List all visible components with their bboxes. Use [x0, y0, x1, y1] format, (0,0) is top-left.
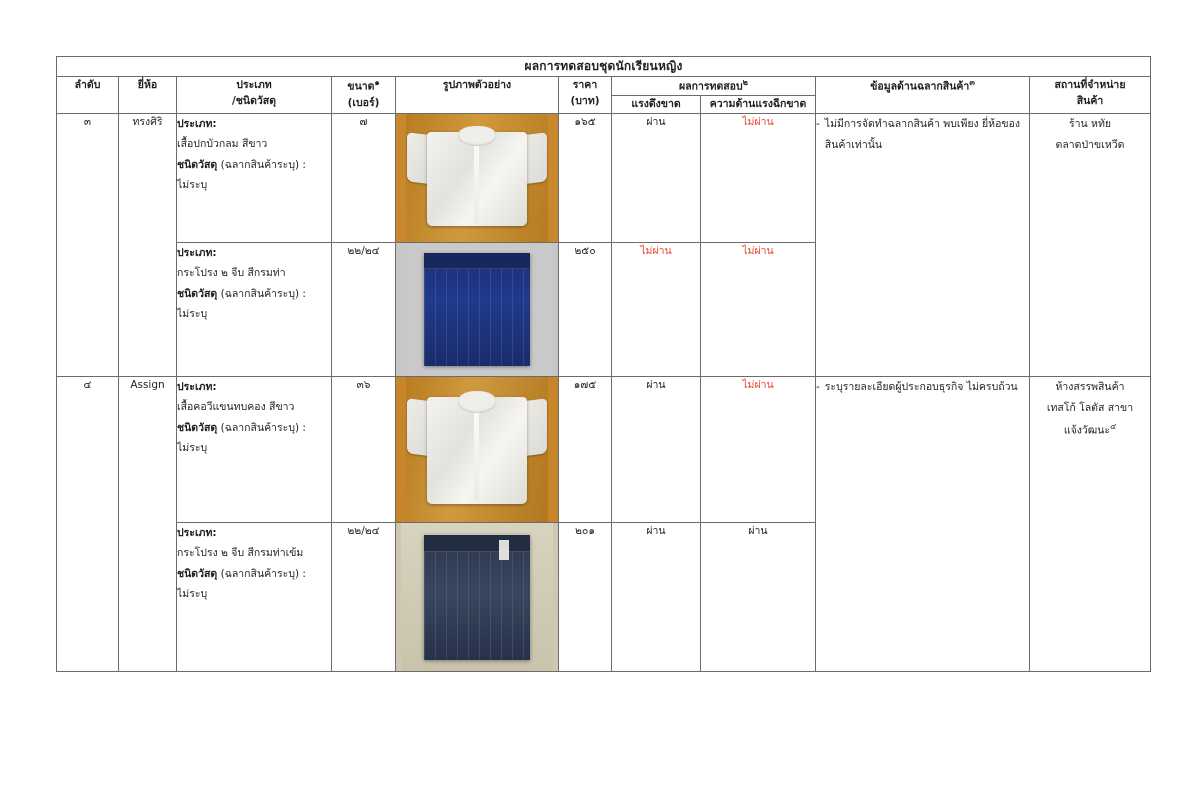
cell-photo [396, 376, 559, 522]
white-short-sleeve-blouse-photo [396, 114, 558, 242]
cell-size: ๒๒/๒๔ [332, 522, 396, 671]
material-paren: (ฉลากสินค้าระบุ) : [220, 421, 306, 434]
label-note-line2: ยี่ห้อของสินค้าเท่านั้น [824, 117, 1021, 151]
cell-type-material [177, 113, 332, 242]
cell-order: ๔ [57, 376, 119, 671]
store-line1: ร้าน หทัย [1068, 117, 1112, 130]
skirt-waistband [424, 535, 531, 552]
navy-pleated-skirt-photo [396, 243, 558, 376]
shirt-v-collar [458, 391, 497, 413]
skirt-pleats [424, 551, 531, 660]
table-header-row-1 [57, 76, 1151, 95]
material-paren: (ฉลากสินค้าระบุ) : [220, 158, 306, 171]
header-place-line1: สถานที่จำหน่าย [1054, 78, 1126, 91]
cell-brand: ทรงศิริ [119, 113, 177, 376]
cell-place-of-sale [1030, 113, 1151, 376]
header-photo: รูปภาพตัวอย่าง [396, 76, 559, 113]
label-note-dash: - [816, 117, 820, 130]
store-footnote: ๔ [1110, 421, 1117, 431]
table-row [57, 113, 1151, 242]
cell-tear-result: ผ่าน [701, 522, 816, 671]
label-note-line1: ไม่มีการจัดทำฉลากสินค้า พบเพียง [824, 117, 979, 130]
test-results-table [56, 56, 1151, 672]
header-brand: ยี่ห้อ [119, 76, 177, 113]
label-note-dash: - [816, 380, 820, 393]
header-tensile-strength: แรงดึงขาด [612, 95, 701, 113]
cell-type-material [177, 376, 332, 522]
store-line2: ตลาดป่าขเหวีด [1055, 138, 1125, 151]
header-type-line1: ประเภท [236, 78, 272, 91]
cell-tensile-result: ผ่าน [612, 113, 701, 242]
header-type-line2: /ชนิดวัสดุ [231, 95, 277, 108]
header-tear-resistance: ความต้านแรงฉีกขาด [701, 95, 816, 113]
header-label-info [816, 76, 1030, 113]
store-line2: เทสโก้ โลตัส สาขา [1046, 401, 1134, 414]
type-value: เสื้อปกบัวกลม สีขาว [177, 138, 268, 151]
material-value: ไม่ระบุ [177, 442, 208, 455]
shirt-placket [474, 406, 479, 502]
label-note-text [825, 114, 1029, 156]
type-label: ประเภท: [177, 380, 217, 393]
material-line [177, 284, 331, 304]
cell-tensile-result: ผ่าน [612, 522, 701, 671]
material-value: ไม่ระบุ [177, 308, 208, 321]
cell-place-of-sale [1030, 376, 1151, 671]
cell-price: ๒๐๑ [559, 522, 612, 671]
shirt-round-collar [458, 126, 497, 145]
cell-order: ๓ [57, 113, 119, 376]
label-note-line2: ไม่ครบถ้วน [966, 380, 1018, 393]
type-value: เสื้อคอวีแขนทบคอง สีขาว [177, 401, 295, 414]
table-title-row [57, 57, 1151, 77]
header-price [559, 76, 612, 113]
skirt-price-tag [499, 540, 509, 560]
header-size-text: ขนาด [347, 80, 375, 93]
material-line [177, 418, 331, 438]
type-label: ประเภท: [177, 246, 217, 259]
header-test-result [612, 76, 816, 95]
cell-price: ๑๗๕ [559, 376, 612, 522]
header-size-line2: (เบอร์) [347, 96, 380, 109]
type-label: ประเภท: [177, 117, 217, 130]
cell-label-info [816, 376, 1030, 671]
material-label: ชนิดวัสดุ [177, 567, 218, 580]
cell-price: ๒๕๐ [559, 242, 612, 376]
type-value: กระโปรง ๒ จีบ สีกรมท่า [177, 267, 286, 280]
white-v-neck-blouse-photo [396, 377, 558, 522]
header-label-info-footnote: ๓ [969, 77, 975, 87]
cell-size: ๗ [332, 113, 396, 242]
cell-size: ๒๒/๒๔ [332, 242, 396, 376]
cell-photo [396, 113, 559, 242]
material-label: ชนิดวัสดุ [177, 158, 218, 171]
store-line3 [1030, 419, 1150, 442]
skirt-pleats [424, 268, 531, 366]
header-price-line2: (บาท) [570, 95, 600, 108]
header-size-footnote: ๑ [374, 77, 380, 87]
label-note-line1: ระบุรายละเอียดผู้ประกอบธุรกิจ [824, 380, 964, 393]
store-line1: ห้างสรรพสินค้า [1055, 380, 1125, 393]
header-price-line1: ราคา [572, 78, 598, 91]
label-note [816, 114, 1029, 156]
label-note [816, 377, 1029, 398]
header-place-of-sale [1030, 76, 1151, 113]
skirt-body [424, 253, 531, 366]
cell-tear-result: ไม่ผ่าน [701, 376, 816, 522]
material-value: ไม่ระบุ [177, 179, 208, 192]
header-place-line2: สินค้า [1076, 95, 1104, 108]
header-order: ลำดับ [57, 76, 119, 113]
material-value: ไม่ระบุ [177, 588, 208, 601]
material-paren: (ฉลากสินค้าระบุ) : [220, 287, 306, 300]
header-size [332, 76, 396, 113]
cell-type-material [177, 242, 332, 376]
material-line [177, 564, 331, 584]
cell-type-material [177, 522, 332, 671]
store-line3-text: แจ้งวัฒนะ [1063, 424, 1111, 437]
cell-brand: Assign [119, 376, 177, 671]
header-type-material [177, 76, 332, 113]
material-label: ชนิดวัสดุ [177, 287, 218, 300]
type-value: กระโปรง ๒ จีบ สีกรมท่าเข้ม [177, 547, 304, 560]
table-row [57, 376, 1151, 522]
cell-tensile-result: ผ่าน [612, 376, 701, 522]
material-label: ชนิดวัสดุ [177, 421, 218, 434]
header-size-line1 [332, 77, 395, 95]
cell-photo [396, 242, 559, 376]
cell-label-info [816, 113, 1030, 376]
header-test-result-text: ผลการทดสอบ [679, 80, 743, 93]
cell-tear-result: ไม่ผ่าน [701, 242, 816, 376]
skirt-body [424, 535, 531, 661]
label-note-text [825, 377, 1029, 398]
material-paren: (ฉลากสินค้าระบุ) : [220, 567, 306, 580]
cell-tear-result: ไม่ผ่าน [701, 113, 816, 242]
skirt-waistband [424, 253, 531, 269]
header-test-result-footnote: ๒ [742, 77, 748, 87]
type-label: ประเภท: [177, 526, 217, 539]
cell-tensile-result: ไม่ผ่าน [612, 242, 701, 376]
table-title: ผลการทดสอบชุดนักเรียนหญิง [57, 57, 1151, 77]
shirt-placket [474, 139, 479, 223]
dark-navy-pleated-skirt-photo [396, 523, 558, 671]
material-line [177, 155, 331, 175]
header-label-info-text: ข้อมูลด้านฉลากสินค้า [870, 80, 970, 93]
cell-size: ๓๖ [332, 376, 396, 522]
cell-photo [396, 522, 559, 671]
cell-price: ๑๖๕ [559, 113, 612, 242]
